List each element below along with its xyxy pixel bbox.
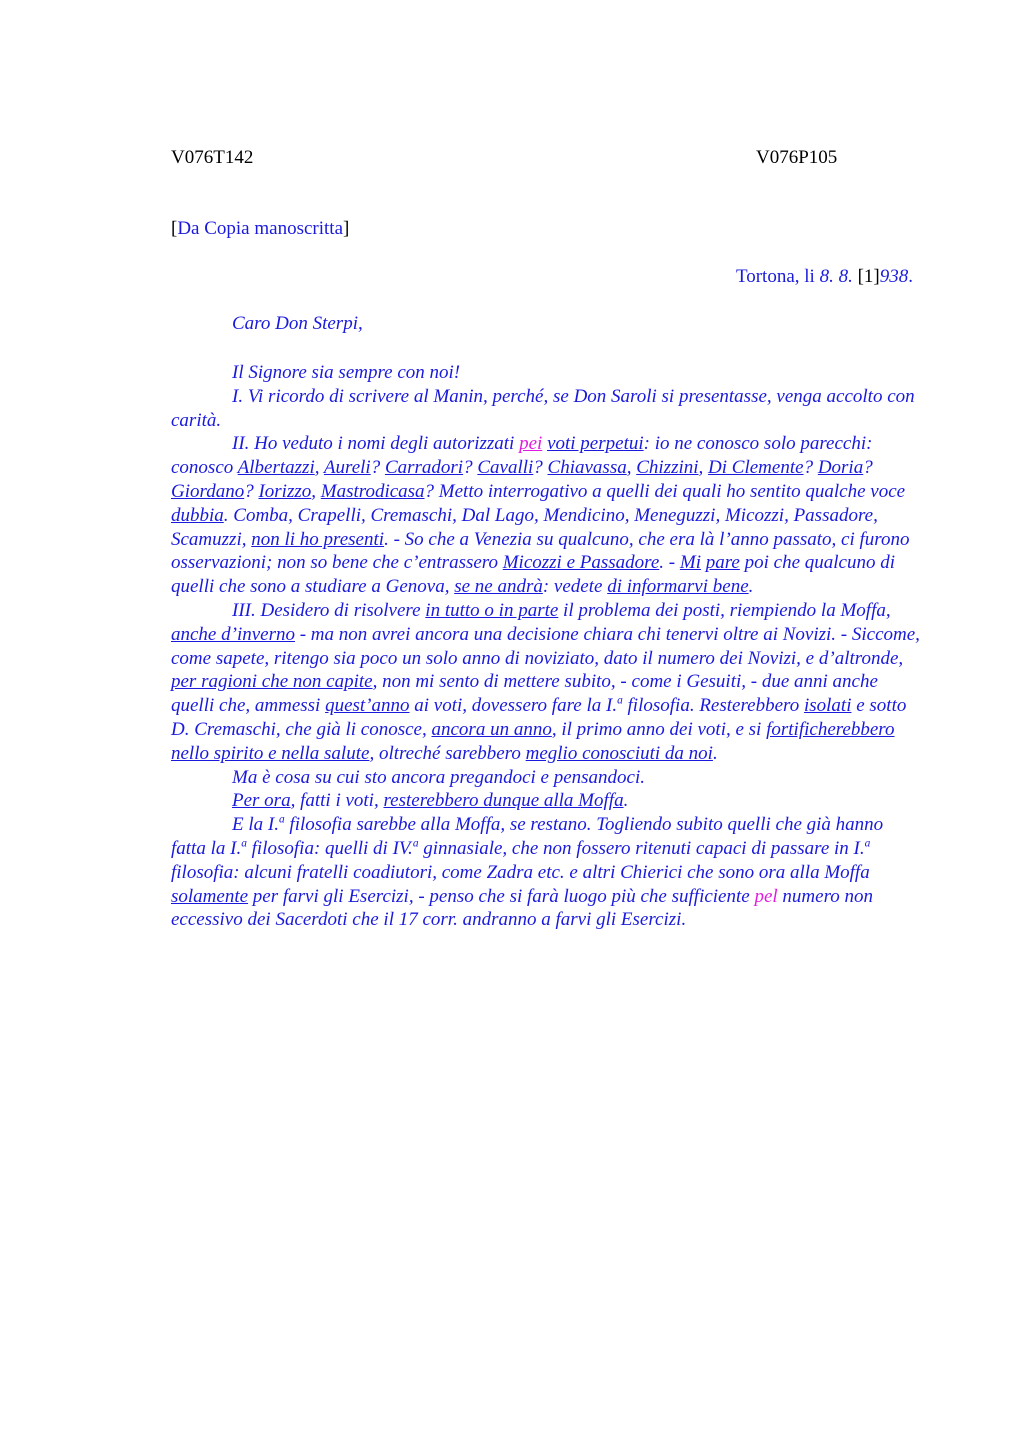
- pel-word: pel: [754, 885, 778, 907]
- text-run: ginnasiale, che non fossero ritenuti capaci di passare in I.: [418, 837, 865, 859]
- source-text: Da Copia manoscritta: [177, 218, 344, 239]
- text-run: , il primo anno dei voti, e si: [551, 718, 767, 740]
- name-di-clemente: Di Clemente: [708, 457, 804, 479]
- underlined-se-ne-andra: se ne andrà: [454, 576, 543, 598]
- date-bracket: [1]: [857, 266, 880, 287]
- text-run: poi che qualcuno di quelli che sono a studiare a Genova,: [171, 552, 895, 598]
- source-open-bracket: [: [171, 218, 178, 239]
- underlined-di-informarvi-bene: di informarvi bene: [607, 576, 749, 598]
- name-aureli: Aureli: [323, 457, 371, 479]
- underlined-inverno: anche d’inverno: [171, 623, 295, 645]
- text-run: filosofia sarebbe alla Moffa, se restano. Togliendo subito quelli che già hanno fatta la I.: [171, 814, 884, 859]
- date-year: 938: [879, 266, 909, 287]
- underlined-dubbia: dubbia: [171, 504, 224, 526]
- text-run: ?: [863, 457, 873, 479]
- paragraph-1: I. Vi ricordo di scrivere al Manin, perché, se Don Saroli si presentasse, venga accolto con carità.: [171, 385, 915, 431]
- text-run: ,: [626, 457, 637, 479]
- text-run: II. Ho veduto i nomi degli autorizzati: [232, 433, 520, 455]
- date-place: Tortona, li: [735, 266, 820, 287]
- paragraph-5: [171, 789, 921, 813]
- text-run: ?: [463, 457, 478, 479]
- source-close-bracket: ]: [343, 218, 350, 239]
- underlined-non-li-ho-presenti: non li ho presenti: [251, 528, 385, 550]
- text-run: ,: [314, 457, 324, 479]
- date-end: .: [908, 266, 913, 287]
- superscript-a: a: [617, 694, 623, 707]
- superscript-a: a: [864, 837, 871, 850]
- name-chiavassa: Chiavassa: [547, 457, 627, 479]
- superscript-a: a: [412, 837, 419, 850]
- text-run: e sotto D. Cremaschi, che già li conosce,: [171, 695, 907, 740]
- underlined-pare: pare: [705, 552, 740, 574]
- name-giordano: Giordano: [171, 480, 245, 502]
- underlined-meglio-conosciuti: meglio conosciuti da noi: [525, 742, 713, 764]
- text-run: III. Desidero di risolvere: [232, 599, 426, 621]
- text-run: ,: [311, 480, 321, 502]
- superscript-a: a: [278, 813, 285, 826]
- text-run: . -: [659, 552, 680, 574]
- text-run: .: [623, 790, 629, 812]
- underlined-micozzi-passadore: Micozzi e Passadore: [502, 552, 660, 574]
- underlined-per-ora: Per ora: [232, 790, 291, 812]
- text-run: ?: [803, 457, 818, 479]
- letter-body: [171, 361, 921, 932]
- underlined-voti-perpetui: voti perpetui: [547, 433, 644, 455]
- header-left-code: V076T142: [171, 147, 254, 168]
- text-run: - ma non avrei ancora una decisione chiara chi tenervi oltre ai Novizi. - Siccome, come sapete, ritengo sia poco un solo anno di noviziato, dato il numero dei Novizi, e d’altronde,: [171, 623, 920, 669]
- underlined-mi: Mi: [679, 552, 701, 574]
- paragraph-4: Ma è cosa su cui sto ancora pregandoci e pensandoci.: [232, 766, 645, 788]
- text-run: , fatti i voti,: [290, 790, 384, 812]
- dateline: [736, 266, 913, 288]
- text-run: numero non eccessivo dei Sacerdoti che il 17 corr. andranno a farvi gli Esercizi.: [171, 885, 874, 931]
- header-right-code: V076P105: [756, 147, 838, 168]
- text-run: , non mi sento di mettere subito, - come i Gesuiti, - due anni anche quelli che, ammessi: [171, 671, 878, 717]
- underlined-quest-anno: quest’anno: [325, 695, 410, 717]
- paragraph-2: [171, 432, 921, 599]
- underlined-isolati: isolati: [803, 695, 852, 717]
- text-run: ?: [370, 457, 385, 479]
- name-iorizzo: Iorizzo: [258, 480, 312, 502]
- text-run: filosofia. Resterebbero: [622, 695, 804, 717]
- text-run: . - So che a Venezia su qualcuno, che era là l’anno passato, ci furono osservazioni; non so bene che c’entrassero: [171, 528, 910, 574]
- superscript-a: a: [241, 837, 247, 850]
- name-doria: Doria: [817, 457, 864, 479]
- text-run: ai voti, dovessero fare la I.: [409, 695, 618, 717]
- salutation: Caro Don Sterpi,: [232, 313, 363, 334]
- source-note: [171, 218, 349, 240]
- text-run: filosofia: alcuni fratelli coadiutori, come Zadra etc. e altri Chierici che sono ora alla Moffa: [171, 861, 870, 883]
- text-run: , oltreché sarebbero: [369, 742, 526, 764]
- name-albertazzi: Albertazzi: [237, 457, 315, 479]
- name-chizzini: Chizzini: [636, 457, 699, 479]
- name-mastrodicasa: Mastrodicasa: [320, 480, 425, 502]
- text-run: ?: [533, 457, 548, 479]
- text-run: : io ne conosco solo parecchi: conosco: [171, 433, 873, 479]
- paragraph-3: [171, 599, 921, 766]
- text-run: filosofia: quelli di IV.: [246, 837, 413, 859]
- text-run: ? Metto interrogativo a quelli dei quali ho sentito qualche voce: [424, 480, 906, 502]
- underlined-fortificherebbero: fortificherebbero: [766, 718, 895, 740]
- document-page: [171, 0, 921, 1450]
- text-run: ,: [698, 457, 709, 479]
- name-carradori: Carradori: [384, 457, 464, 479]
- underlined-per-ragioni: per ragioni che non capite: [171, 671, 373, 693]
- underlined-nello-spirito: nello spirito e nella salute: [171, 742, 370, 764]
- underlined-resterebbero: resterebbero dunque alla Moffa: [383, 790, 624, 812]
- name-cavalli: Cavalli: [477, 457, 534, 479]
- date-day-month: 8. 8.: [819, 266, 853, 287]
- paragraph-6: [171, 813, 921, 932]
- greeting-line: Il Signore sia sempre con noi!: [232, 362, 461, 383]
- underlined-solamente: solamente: [171, 885, 249, 907]
- text-run: il problema dei posti, riempiendo la Moffa,: [558, 599, 891, 621]
- text-run: per farvi gli Esercizi, - penso che si farà luogo più che sufficiente: [248, 885, 755, 907]
- pei-word: pei: [519, 433, 543, 455]
- text-run: .: [748, 576, 754, 598]
- text-run: . Comba, Crapelli, Cremaschi, Dal Lago, Mendicino, Meneguzzi, Micozzi, Passadore, Scamuzzi,: [171, 504, 878, 550]
- text-run: ?: [244, 480, 259, 502]
- text-run: .: [712, 742, 718, 764]
- text-run: E la I.: [232, 814, 279, 836]
- underlined-in-tutto: in tutto o in parte: [425, 599, 559, 621]
- underlined-ancora-un-anno: ancora un anno: [431, 718, 552, 740]
- text-run: : vedete: [542, 576, 608, 598]
